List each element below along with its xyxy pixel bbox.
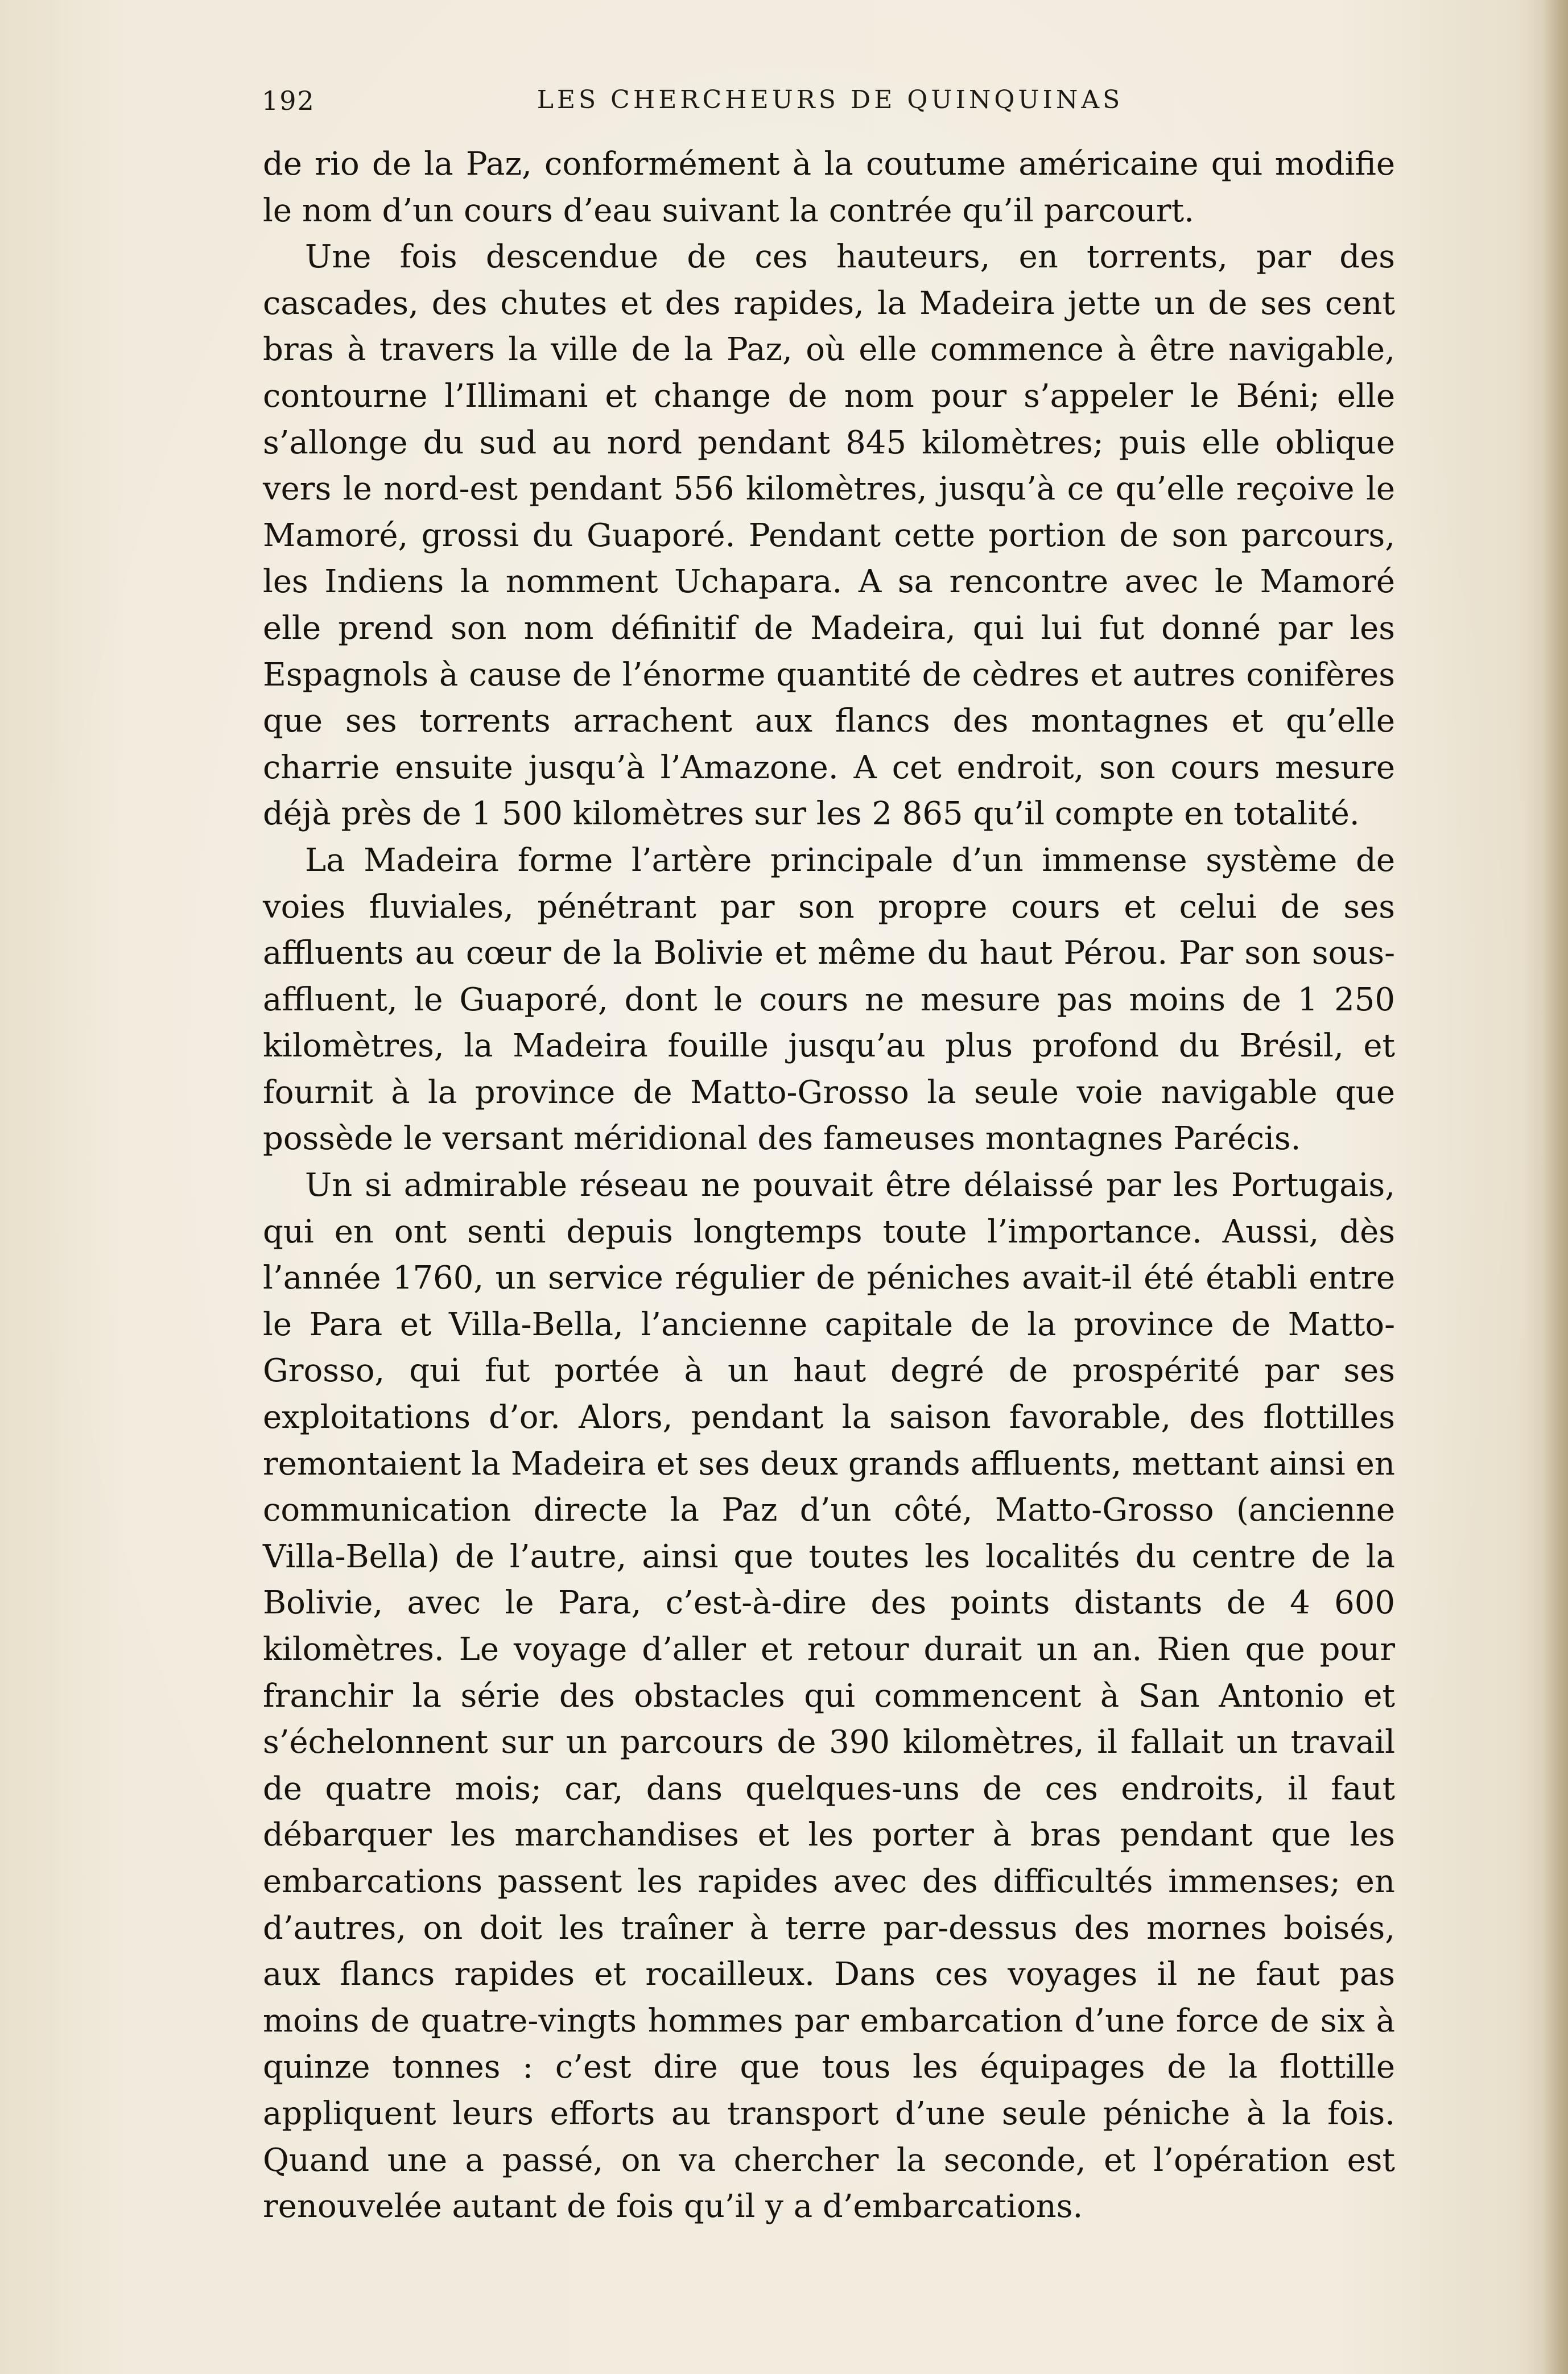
page-number: 192	[262, 85, 315, 116]
body-text	[263, 141, 1395, 2230]
paragraph-2: Une fois descendue de ces hauteurs, en torrents, par des cascades, des chutes et des rapides, la Madeira jette un de ses cent bras à travers la ville de la Paz, où elle commence à être navigable, contourne l’Illimani et change de nom pour s’appeler le Béni; elle s’allonge du sud au nord pendant 845 kilomètres; puis elle oblique vers le nord-est pendant 556 kilomètres, jusqu’à ce qu’elle reçoive le Mamoré, grossi du Guaporé. Pendant cette portion de son parcours, les Indiens la nomment Uchapara. A sa rencontre avec le Mamoré elle prend son nom définitif de Madeira, qui lui fut donné par les Espagnols à cause de l’énorme quantité de cèdres et autres conifères que ses torrents arrachent aux flancs des montagnes et qu’elle charrie ensuite jusqu’à l’Amazone. A cet endroit, son cours mesure déjà près de 1 500 kilomètres sur les 2 865 qu’il compte en totalité.	[263, 238, 1395, 833]
paragraph-3: La Madeira forme l’artère principale d’un immense système de voies fluviales, pénétrant par son propre cours et celui de ses affluents au cœur de la Bolivie et même du haut Pérou. Par son sous-affluent, le Guaporé, dont le cours ne mesure pas moins de 1 250 kilomètres, la Madeira fouille jusqu’au plus profond du Brésil, et fournit à la province de Matto-Grosso la seule voie navigable que possède le versant méridional des fameuses montagnes Parécis.	[263, 841, 1395, 1158]
paragraph-1: de rio de la Paz, conformément à la coutume américaine qui modifie le nom d’un cours d’eau suivant la contrée qu’il parcourt.	[263, 146, 1395, 229]
running-title: LES CHERCHEURS DE QUINQUINAS	[537, 85, 1124, 114]
page-edge-shadow	[1542, 0, 1568, 2374]
paragraph-4: Un si admirable réseau ne pouvait être délaissé par les Portugais, qui en ont senti depuis longtemps toute l’importance. Aussi, dès l’année 1760, un service régulier de péniches avait-il été établi entre le Para et Villa-Bella, l’ancienne capitale de la province de Matto-Grosso, qui fut portée à un haut degré de prospérité par ses exploitations d’or. Alors, pendant la saison favorable, des flottilles remontaient la Madeira et ses deux grands affluents, mettant ainsi en communication directe la Paz d’un côté, Matto-Grosso (ancienne Villa-Bella) de l’autre, ainsi que toutes les localités du centre de la Bolivie, avec le Para, c’est-à-dire des points distants de 4 600 kilomètres. Le voyage d’aller et retour durait un an. Rien que pour franchir la série des obstacles qui commencent à San Antonio et s’échelonnent sur un parcours de 390 kilomètres, il fallait un travail de quatre mois; car, dans quelques-uns de ces endroits, il faut débarquer les marchandises et les porter à bras pendant que les embarcations passent les rapides avec des difficultés immenses; en d’autres, on doit les traîner à terre par-dessus des mornes boisés, aux flancs rapides et rocailleux. Dans ces voyages il ne faut pas moins de quatre-vingts hommes par embarcation d’une force de six à quinze tonnes : c’est dire que tous les équipages de la flottille appliquent leurs efforts au transport d’une seule péniche à la fois. Quand une a passé, on va chercher la seconde, et l’opération est renouvelée autant de fois qu’il y a d’embarcations.	[263, 1167, 1395, 2226]
page-header	[262, 80, 1398, 131]
